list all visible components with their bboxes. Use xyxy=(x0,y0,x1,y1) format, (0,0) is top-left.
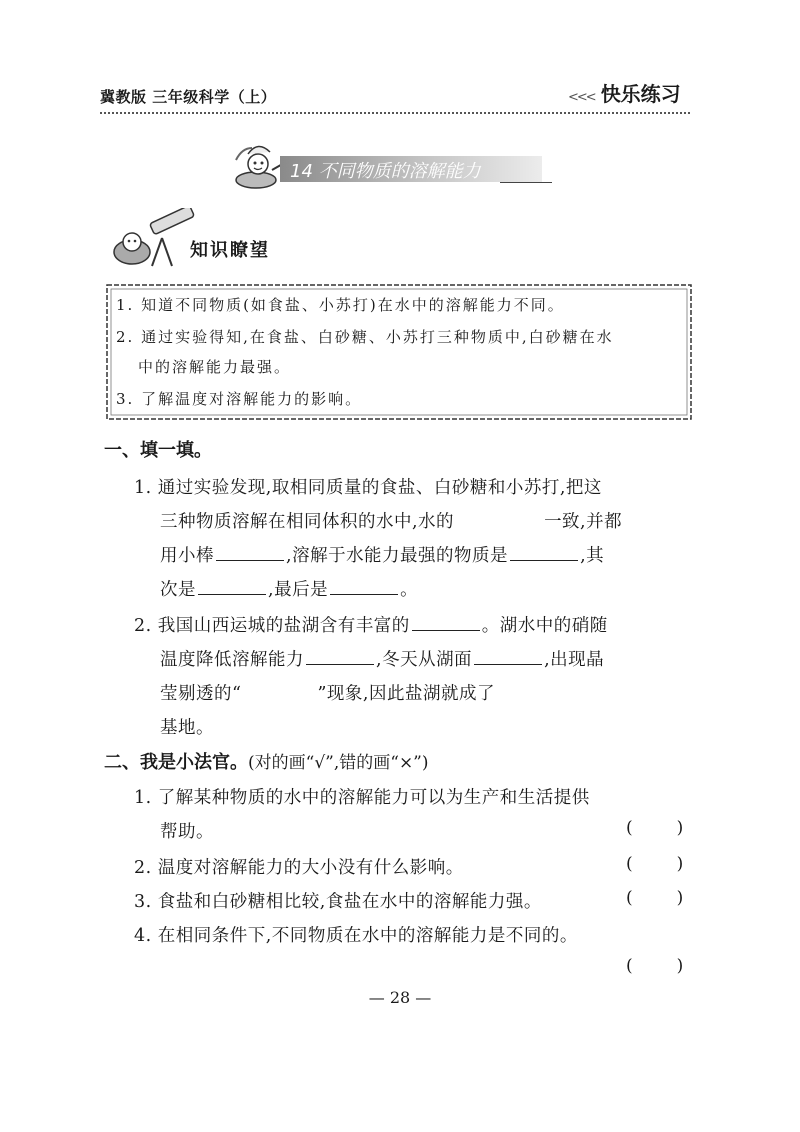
q2-line-2 xyxy=(160,646,604,671)
knowledge-box xyxy=(104,282,694,422)
blank-input[interactable] xyxy=(474,650,542,665)
q2-line-2-c: ,出现晶 xyxy=(544,650,605,670)
q1-line-3-c: ,其 xyxy=(580,546,605,566)
blank-input[interactable] xyxy=(306,650,374,665)
blank-input[interactable] xyxy=(198,580,266,595)
q1-line-4-c: 。 xyxy=(400,580,419,600)
series-title-text: 快乐练习 xyxy=(600,82,681,106)
q1-line-3 xyxy=(160,542,604,567)
q1-line-3-b: ,溶解于水能力最强的物质是 xyxy=(286,546,509,566)
q1-line-2-a: 三种物质溶解在相同体积的水中,水的 xyxy=(160,512,455,532)
q1-line-2 xyxy=(160,508,622,533)
page-number: — 28 — xyxy=(368,988,432,1007)
header-divider xyxy=(100,112,690,114)
q2-line-1-a: 2. 我国山西运城的盐湖含有丰富的 xyxy=(134,616,410,636)
paren-close: ) xyxy=(676,956,684,976)
chevron-left-icon: <<< xyxy=(568,90,595,105)
blank-input[interactable] xyxy=(216,546,284,561)
section-2-title-text: 二、我是小法官。 xyxy=(104,752,248,773)
book-title: 冀教版 三年级科学（上） xyxy=(100,88,277,106)
section-1-title: 一、填一填。 xyxy=(104,440,212,461)
knowledge-line-1: 1. 知道不同物质(如食盐、小苏打)在水中的溶解能力不同。 xyxy=(116,296,565,314)
q1-line-4-b: ,最后是 xyxy=(268,580,329,600)
paren-open: ( xyxy=(626,854,633,874)
blank-input[interactable] xyxy=(510,546,578,561)
judge-q2: 2. 温度对溶解能力的大小没有什么影响。 xyxy=(134,858,464,878)
answer-box-3[interactable] xyxy=(626,888,683,908)
paren-open: ( xyxy=(626,818,633,838)
paren-close: ) xyxy=(676,854,684,874)
q2-line-3-b: ”现象,因此盐湖就成了 xyxy=(317,684,495,704)
paren-open: ( xyxy=(626,956,633,976)
section-2-hint: (对的画“√”,错的画“×”) xyxy=(248,753,429,773)
q2-line-3-a: 莹剔透的“ xyxy=(160,684,242,704)
blank-input[interactable] xyxy=(330,580,398,595)
judge-q4: 4. 在相同条件下,不同物质在水中的溶解能力是不同的。 xyxy=(134,926,578,946)
series-title xyxy=(568,78,681,107)
q1-line-4-a: 次是 xyxy=(160,580,196,600)
q1-line-2-b: 一致,并都 xyxy=(544,512,623,532)
judge-q3: 3. 食盐和白砂糖相比较,食盐在水中的溶解能力强。 xyxy=(134,892,542,912)
paren-open: ( xyxy=(626,888,633,908)
knowledge-line-3: 中的溶解能力最强。 xyxy=(138,358,292,376)
q2-line-1 xyxy=(134,612,608,637)
answer-box-1[interactable] xyxy=(626,818,683,838)
judge-q1-line-2: 帮助。 xyxy=(160,822,214,842)
q2-line-4: 基地。 xyxy=(160,718,214,738)
knowledge-line-4: 3. 了解温度对溶解能力的影响。 xyxy=(116,390,363,408)
q2-line-1-b: 。湖水中的硝随 xyxy=(481,616,608,636)
blank-input[interactable] xyxy=(412,616,480,631)
knowledge-title: 知识瞭望 xyxy=(190,240,270,261)
q1-line-1: 1. 通过实验发现,取相同质量的食盐、白砂糖和小苏打,把这 xyxy=(134,478,602,498)
judge-q1-line-1: 1. 了解某种物质的水中的溶解能力可以为生产和生活提供 xyxy=(134,788,590,808)
knowledge-line-2: 2. 通过实验得知,在食盐、白砂糖、小苏打三种物质中,白砂糖在水 xyxy=(116,328,614,346)
q2-line-3 xyxy=(160,680,495,705)
paren-close: ) xyxy=(676,888,684,908)
telescope-icon xyxy=(110,208,202,268)
answer-box-4[interactable] xyxy=(626,956,683,976)
answer-box-2[interactable] xyxy=(626,854,683,874)
paren-close: ) xyxy=(676,818,684,838)
section-2-title xyxy=(104,748,429,774)
banner-underline xyxy=(500,182,552,183)
q2-line-2-a: 温度降低溶解能力 xyxy=(160,650,304,670)
q1-line-4 xyxy=(160,576,418,601)
lesson-banner xyxy=(232,140,552,192)
q2-line-2-b: ,冬天从湖面 xyxy=(376,650,473,670)
lesson-title: 14 不同物质的溶解能力 xyxy=(290,161,481,182)
q1-line-3-a: 用小棒 xyxy=(160,546,214,566)
